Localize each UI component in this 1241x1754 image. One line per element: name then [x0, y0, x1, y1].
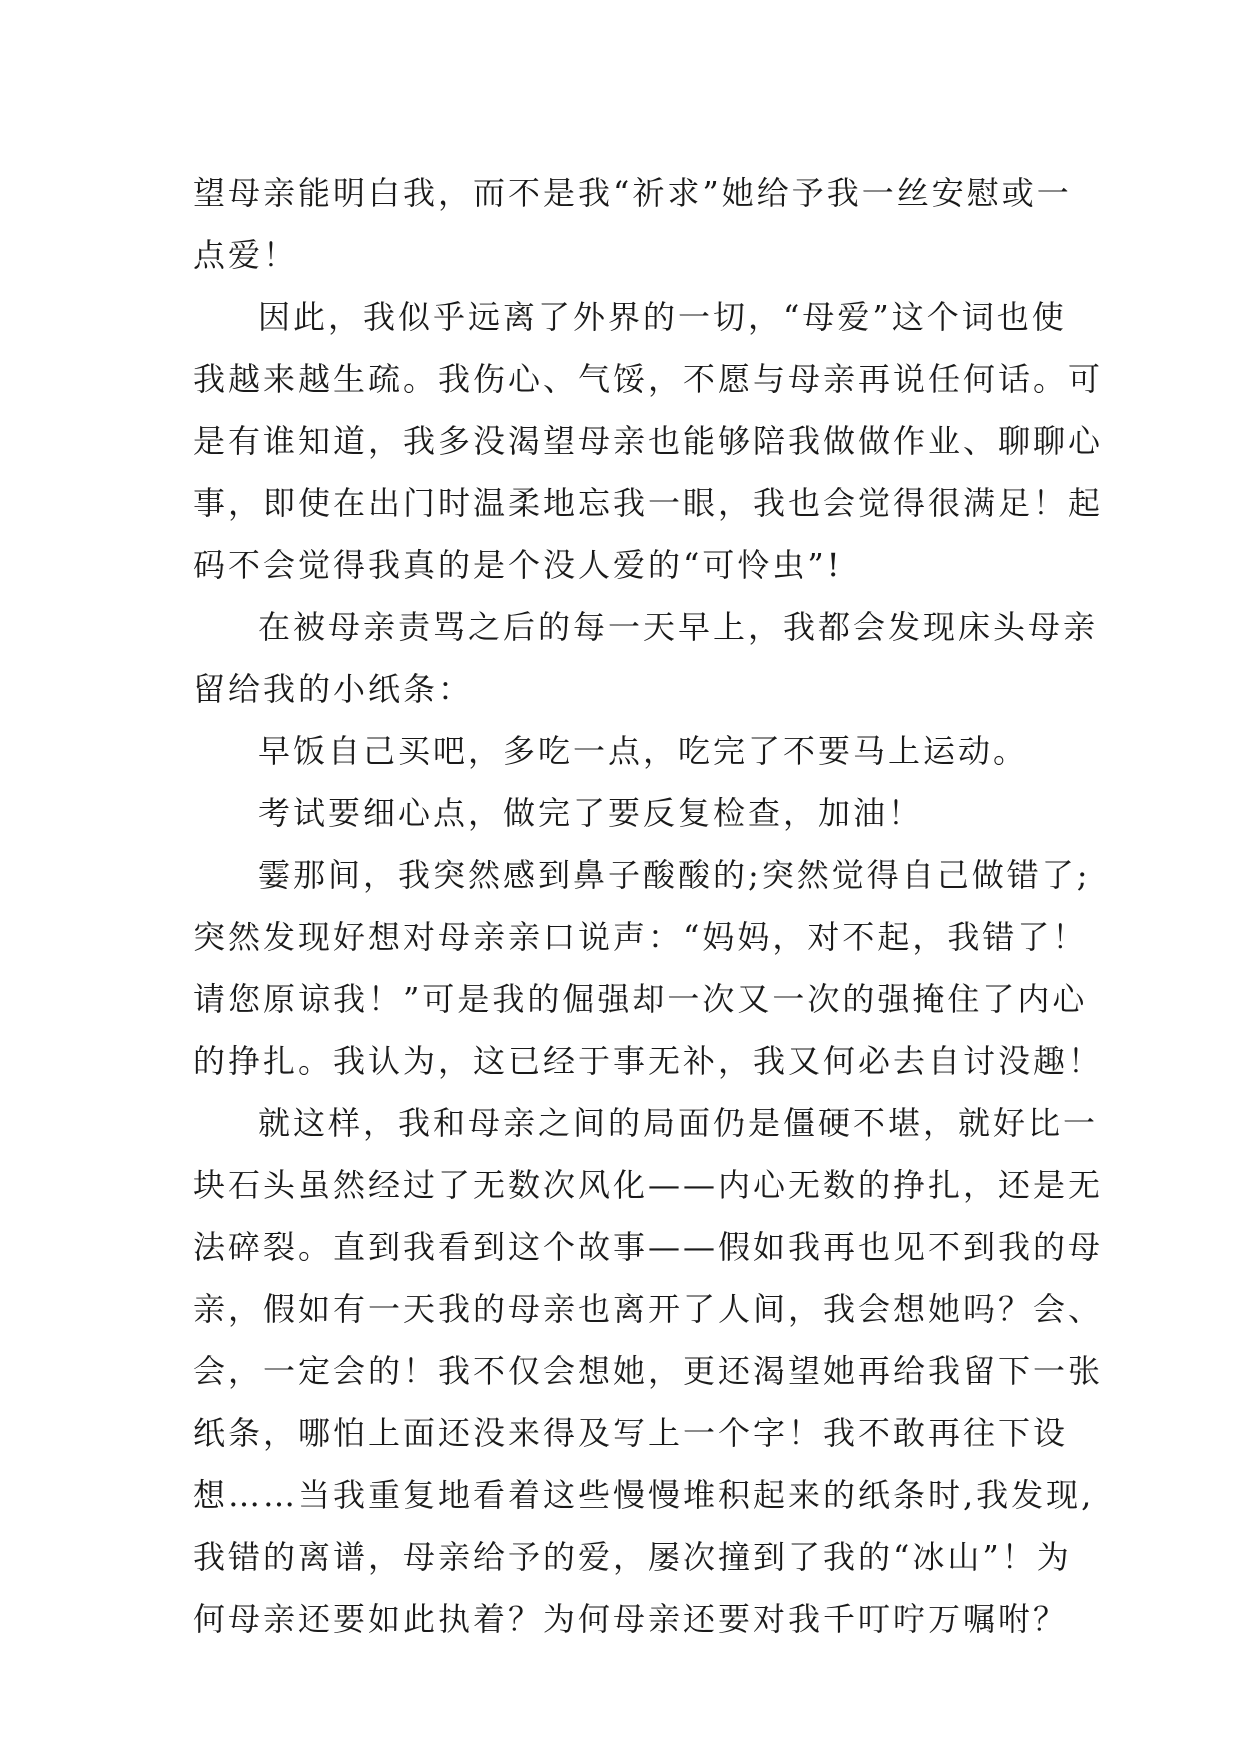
- text-line: 是有谁知道，我多没渴望母亲也能够陪我做做作业、聊聊心: [193, 422, 1104, 460]
- text-line: 因此，我似乎远离了外界的一切，“母爱”这个词也使: [258, 298, 1067, 336]
- text-line: 留给我的小纸条：: [193, 670, 474, 708]
- text-line: 亲，假如有一天我的母亲也离开了人间，我会想她吗？会、: [193, 1290, 1104, 1328]
- text-line: 的挣扎。我认为，这已经于事无补，我又何必去自讨没趣！: [193, 1042, 1104, 1080]
- text-line: 点爱！: [193, 236, 299, 274]
- text-line: 想……当我重复地看着这些慢慢堆积起来的纸条时,我发现,: [193, 1476, 1095, 1514]
- text-line: 请您原谅我！”可是我的倔强却一次又一次的强掩住了内心: [193, 980, 1088, 1018]
- text-line: 何母亲还要如此执着？为何母亲还要对我千叮咛万嘱咐？: [193, 1600, 1069, 1638]
- text-line: 我错的离谱，母亲给予的爱，屡次撞到了我的“冰山”！为: [193, 1538, 1072, 1576]
- text-line: 望母亲能明白我，而不是我“祈求”她给予我一丝安慰或一: [193, 174, 1072, 212]
- essay-text: [193, 162, 1104, 1650]
- text-line: 法碎裂。直到我看到这个故事——假如我再也见不到我的母: [193, 1228, 1104, 1266]
- text-line: 霎那间，我突然感到鼻子酸酸的;突然觉得自己做错了;: [258, 856, 1091, 894]
- text-line: 早饭自己买吧，多吃一点，吃完了不要马上运动。: [258, 732, 1029, 770]
- text-line: 考试要细心点，做完了要反复检查，加油！: [258, 794, 924, 832]
- text-line: 块石头虽然经过了无数次风化——内心无数的挣扎，还是无: [193, 1166, 1104, 1204]
- text-line: 我越来越生疏。我伤心、气馁，不愿与母亲再说任何话。可: [193, 360, 1104, 398]
- text-line: 就这样，我和母亲之间的局面仍是僵硬不堪，就好比一: [258, 1104, 1099, 1142]
- text-line: 码不会觉得我真的是个没人爱的“可怜虫”!: [193, 546, 843, 584]
- text-line: 事，即使在出门时温柔地忘我一眼，我也会觉得很满足！起: [193, 484, 1104, 522]
- text-line: 突然发现好想对母亲亲口说声：“妈妈，对不起，我错了！: [193, 918, 1088, 956]
- text-line: 会，一定会的！我不仅会想她，更还渴望她再给我留下一张: [193, 1352, 1104, 1390]
- text-line: 在被母亲责骂之后的每一天早上，我都会发现床头母亲: [258, 608, 1099, 646]
- text-line: 纸条，哪怕上面还没来得及写上一个字！我不敢再往下设: [193, 1414, 1069, 1452]
